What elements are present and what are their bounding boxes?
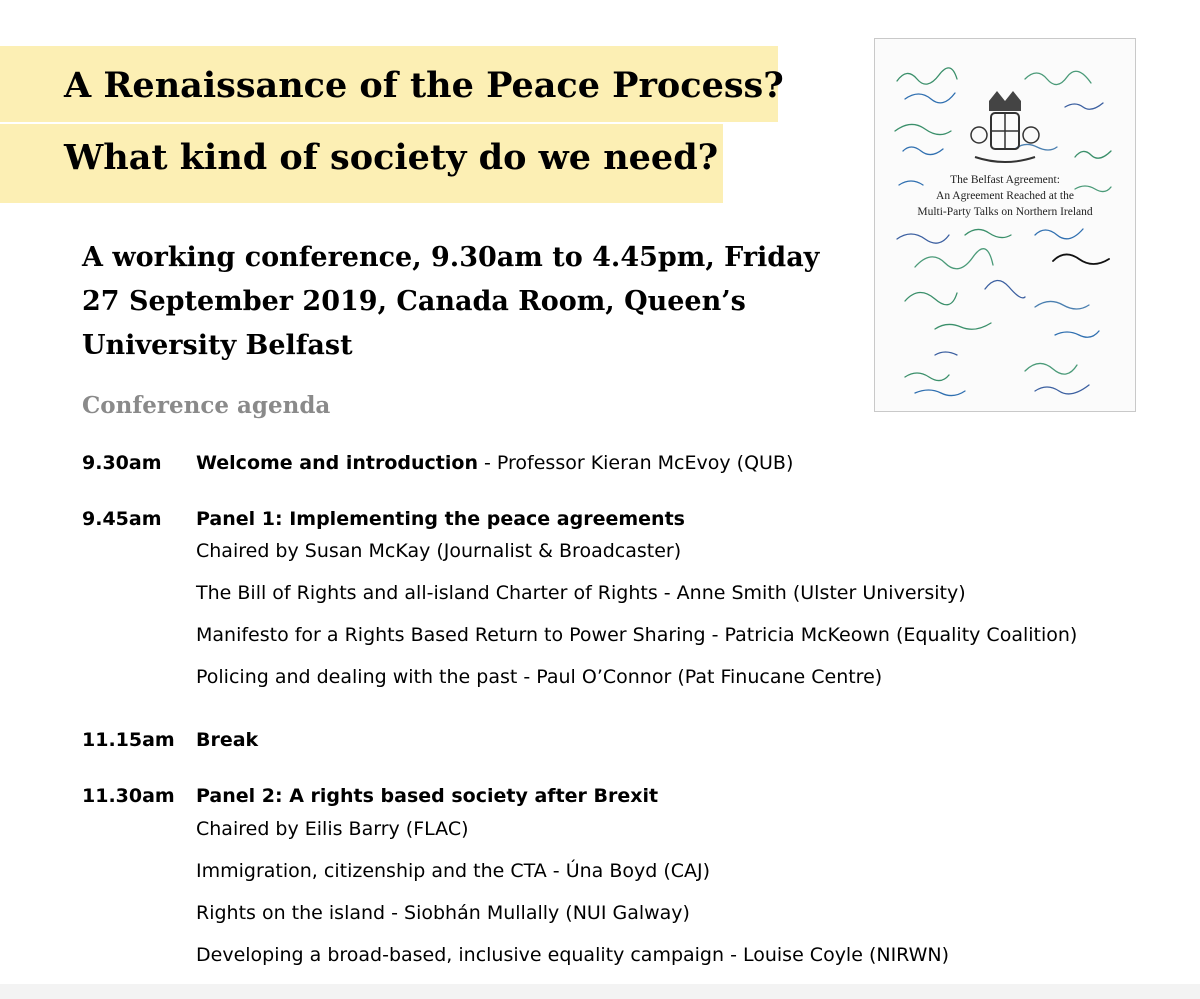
agenda-item-title: Panel 2: A rights based society after Brexit bbox=[196, 785, 659, 807]
agenda-item-title: Panel 1: Implementing the peace agreements bbox=[196, 508, 685, 530]
belfast-agreement-cover-image bbox=[874, 38, 1136, 412]
title-highlight-line-1 bbox=[0, 46, 784, 122]
crest-icon bbox=[971, 91, 1039, 162]
agenda-time: 11.30am bbox=[82, 785, 175, 807]
agenda-heading: Conference agenda bbox=[82, 392, 331, 419]
agenda-item-title: Welcome and introduction - Professor Kieran McEvoy (QUB) bbox=[196, 452, 794, 474]
conference-subtitle: A working conference, 9.30am to 4.45pm, Friday 27 September 2019, Canada Room, Queen’s University Belfast bbox=[82, 242, 820, 361]
agenda-item-line: Manifesto for a Rights Based Return to Power Sharing - Patricia McKeown (Equality Coalition) bbox=[196, 624, 1078, 646]
agenda-time: 9.30am bbox=[82, 452, 162, 474]
agenda-item-line: Developing a broad-based, inclusive equality campaign - Louise Coyle (NIRWN) bbox=[196, 944, 950, 966]
agenda-item-line: Rights on the island - Siobhán Mullally (NUI Galway) bbox=[196, 902, 690, 924]
title-line-1: A Renaissance of the Peace Process? bbox=[64, 65, 784, 106]
signatures-illustration bbox=[875, 39, 1135, 411]
agenda-time: 11.15am bbox=[82, 729, 175, 751]
title-highlight-line-2 bbox=[0, 124, 723, 203]
document-caption: The Belfast Agreement: An Agreement Reached at the Multi-Party Talks on Northern Ireland bbox=[917, 174, 1093, 218]
agenda-item-line: The Bill of Rights and all-island Charter of Rights - Anne Smith (Ulster University) bbox=[196, 582, 966, 604]
agenda-item-line: Chaired by Susan McKay (Journalist & Broadcaster) bbox=[196, 540, 682, 562]
agenda-item-line: Immigration, citizenship and the CTA - Úna Boyd (CAJ) bbox=[196, 860, 711, 882]
agenda-item-line: Policing and dealing with the past - Paul O’Connor (Pat Finucane Centre) bbox=[196, 666, 883, 688]
agenda-item-title: Break bbox=[196, 729, 259, 751]
agenda-item-line: Chaired by Eilis Barry (FLAC) bbox=[196, 818, 469, 840]
agenda-time: 9.45am bbox=[82, 508, 162, 530]
title-line-2: What kind of society do we need? bbox=[64, 137, 719, 178]
page-bottom-edge bbox=[0, 984, 1200, 999]
